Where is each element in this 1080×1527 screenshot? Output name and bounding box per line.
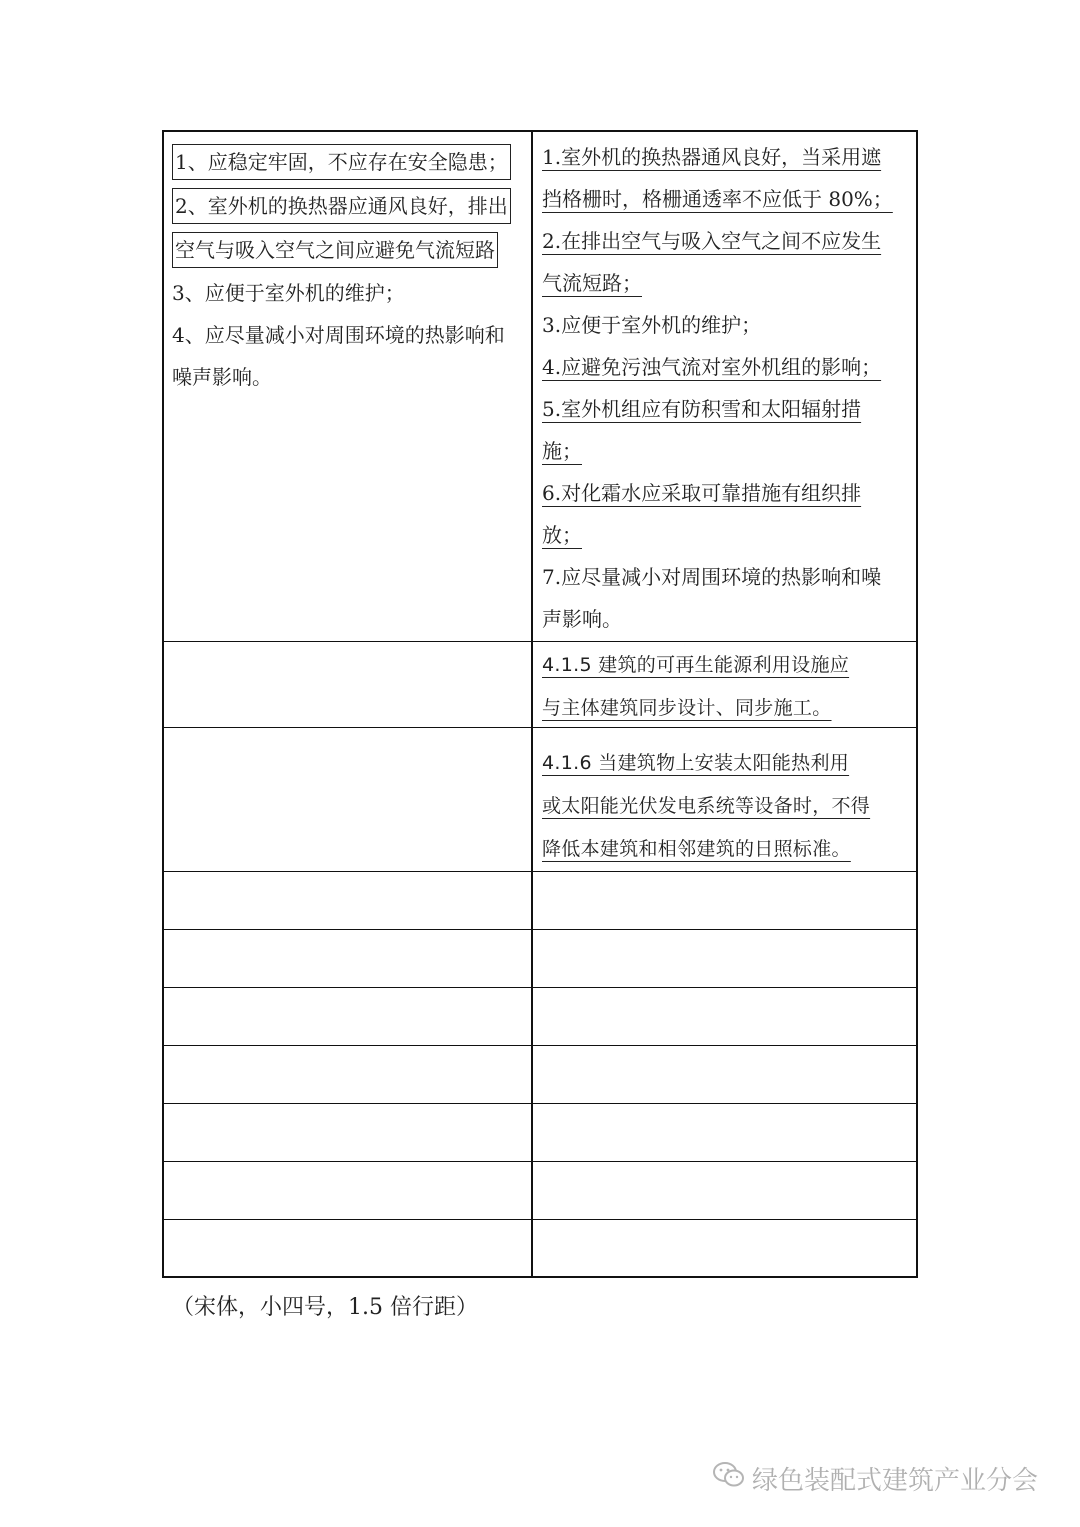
row-divider xyxy=(162,1161,918,1162)
boxed-clause: 1、应稳定牢固，不应存在安全隐患； xyxy=(172,144,511,180)
watermark xyxy=(712,1460,1038,1497)
clause-text: 声影响。 xyxy=(542,607,622,631)
table-border-bottom xyxy=(162,1276,918,1278)
row-divider xyxy=(162,929,918,930)
row-divider xyxy=(162,1103,918,1104)
row1-left-cell xyxy=(172,140,527,398)
clause-text: 7.应尽量减小对周围环境的热影响和噪 xyxy=(542,565,882,589)
clause-text: 1.室外机的换热器通风良好，当采用遮 xyxy=(542,145,882,169)
format-note: （宋体，小四号，1.5 倍行距） xyxy=(172,1295,478,1320)
clause-text: 噪声影响。 xyxy=(172,365,272,389)
row-divider xyxy=(162,1219,918,1220)
clause-text: 挡格栅时，格栅通透率不应低于 80%； xyxy=(542,187,893,211)
clause-text: 4.1.6 当建筑物上安装太阳能热利用 xyxy=(542,752,850,774)
row-divider xyxy=(162,1045,918,1046)
clause-text: 4.应避免污浊气流对室外机组的影响； xyxy=(542,355,882,379)
table-border-top xyxy=(162,130,918,132)
table-border-right xyxy=(916,130,918,1278)
clause-text: 3.应便于室外机的维护； xyxy=(542,313,762,337)
requirements-table xyxy=(162,130,918,1278)
row-divider xyxy=(162,641,918,642)
clause-text: 气流短路； xyxy=(542,271,642,295)
wechat-icon xyxy=(712,1460,746,1497)
clause-text: 5.室外机组应有防积雪和太阳辐射措 xyxy=(542,397,862,421)
clause-text: 2.在排出空气与吸入空气之间不应发生 xyxy=(542,229,882,253)
clause-text: 或太阳能光伏发电系统等设备时，不得 xyxy=(542,795,871,817)
clause-text: 施； xyxy=(542,439,582,463)
clause-text: 4.1.5 建筑的可再生能源利用设施应 xyxy=(542,654,850,676)
watermark-text: 绿色装配式建筑产业分会 xyxy=(752,1466,1039,1496)
clause-text: 降低本建筑和相邻建筑的日照标准。 xyxy=(542,838,851,860)
row2-right-cell xyxy=(542,644,912,730)
table-column-divider xyxy=(531,130,533,1278)
row-divider xyxy=(162,987,918,988)
boxed-clause: 空气与吸入空气之间应避免气流短路 xyxy=(172,232,498,268)
table-border-left xyxy=(162,130,164,1278)
clause-text: 3、应便于室外机的维护； xyxy=(172,281,405,305)
clause-text: 放； xyxy=(542,523,582,547)
row1-right-cell xyxy=(542,136,912,640)
clause-text: 4、应尽量减小对周围环境的热影响和 xyxy=(172,323,505,347)
clause-text: 6.对化霜水应采取可靠措施有组织排 xyxy=(542,481,862,505)
boxed-clause: 2、室外机的换热器应通风良好，排出 xyxy=(172,188,511,224)
row-divider xyxy=(162,871,918,872)
row3-right-cell xyxy=(542,742,912,871)
clause-text: 与主体建筑同步设计、同步施工。 xyxy=(542,697,832,719)
